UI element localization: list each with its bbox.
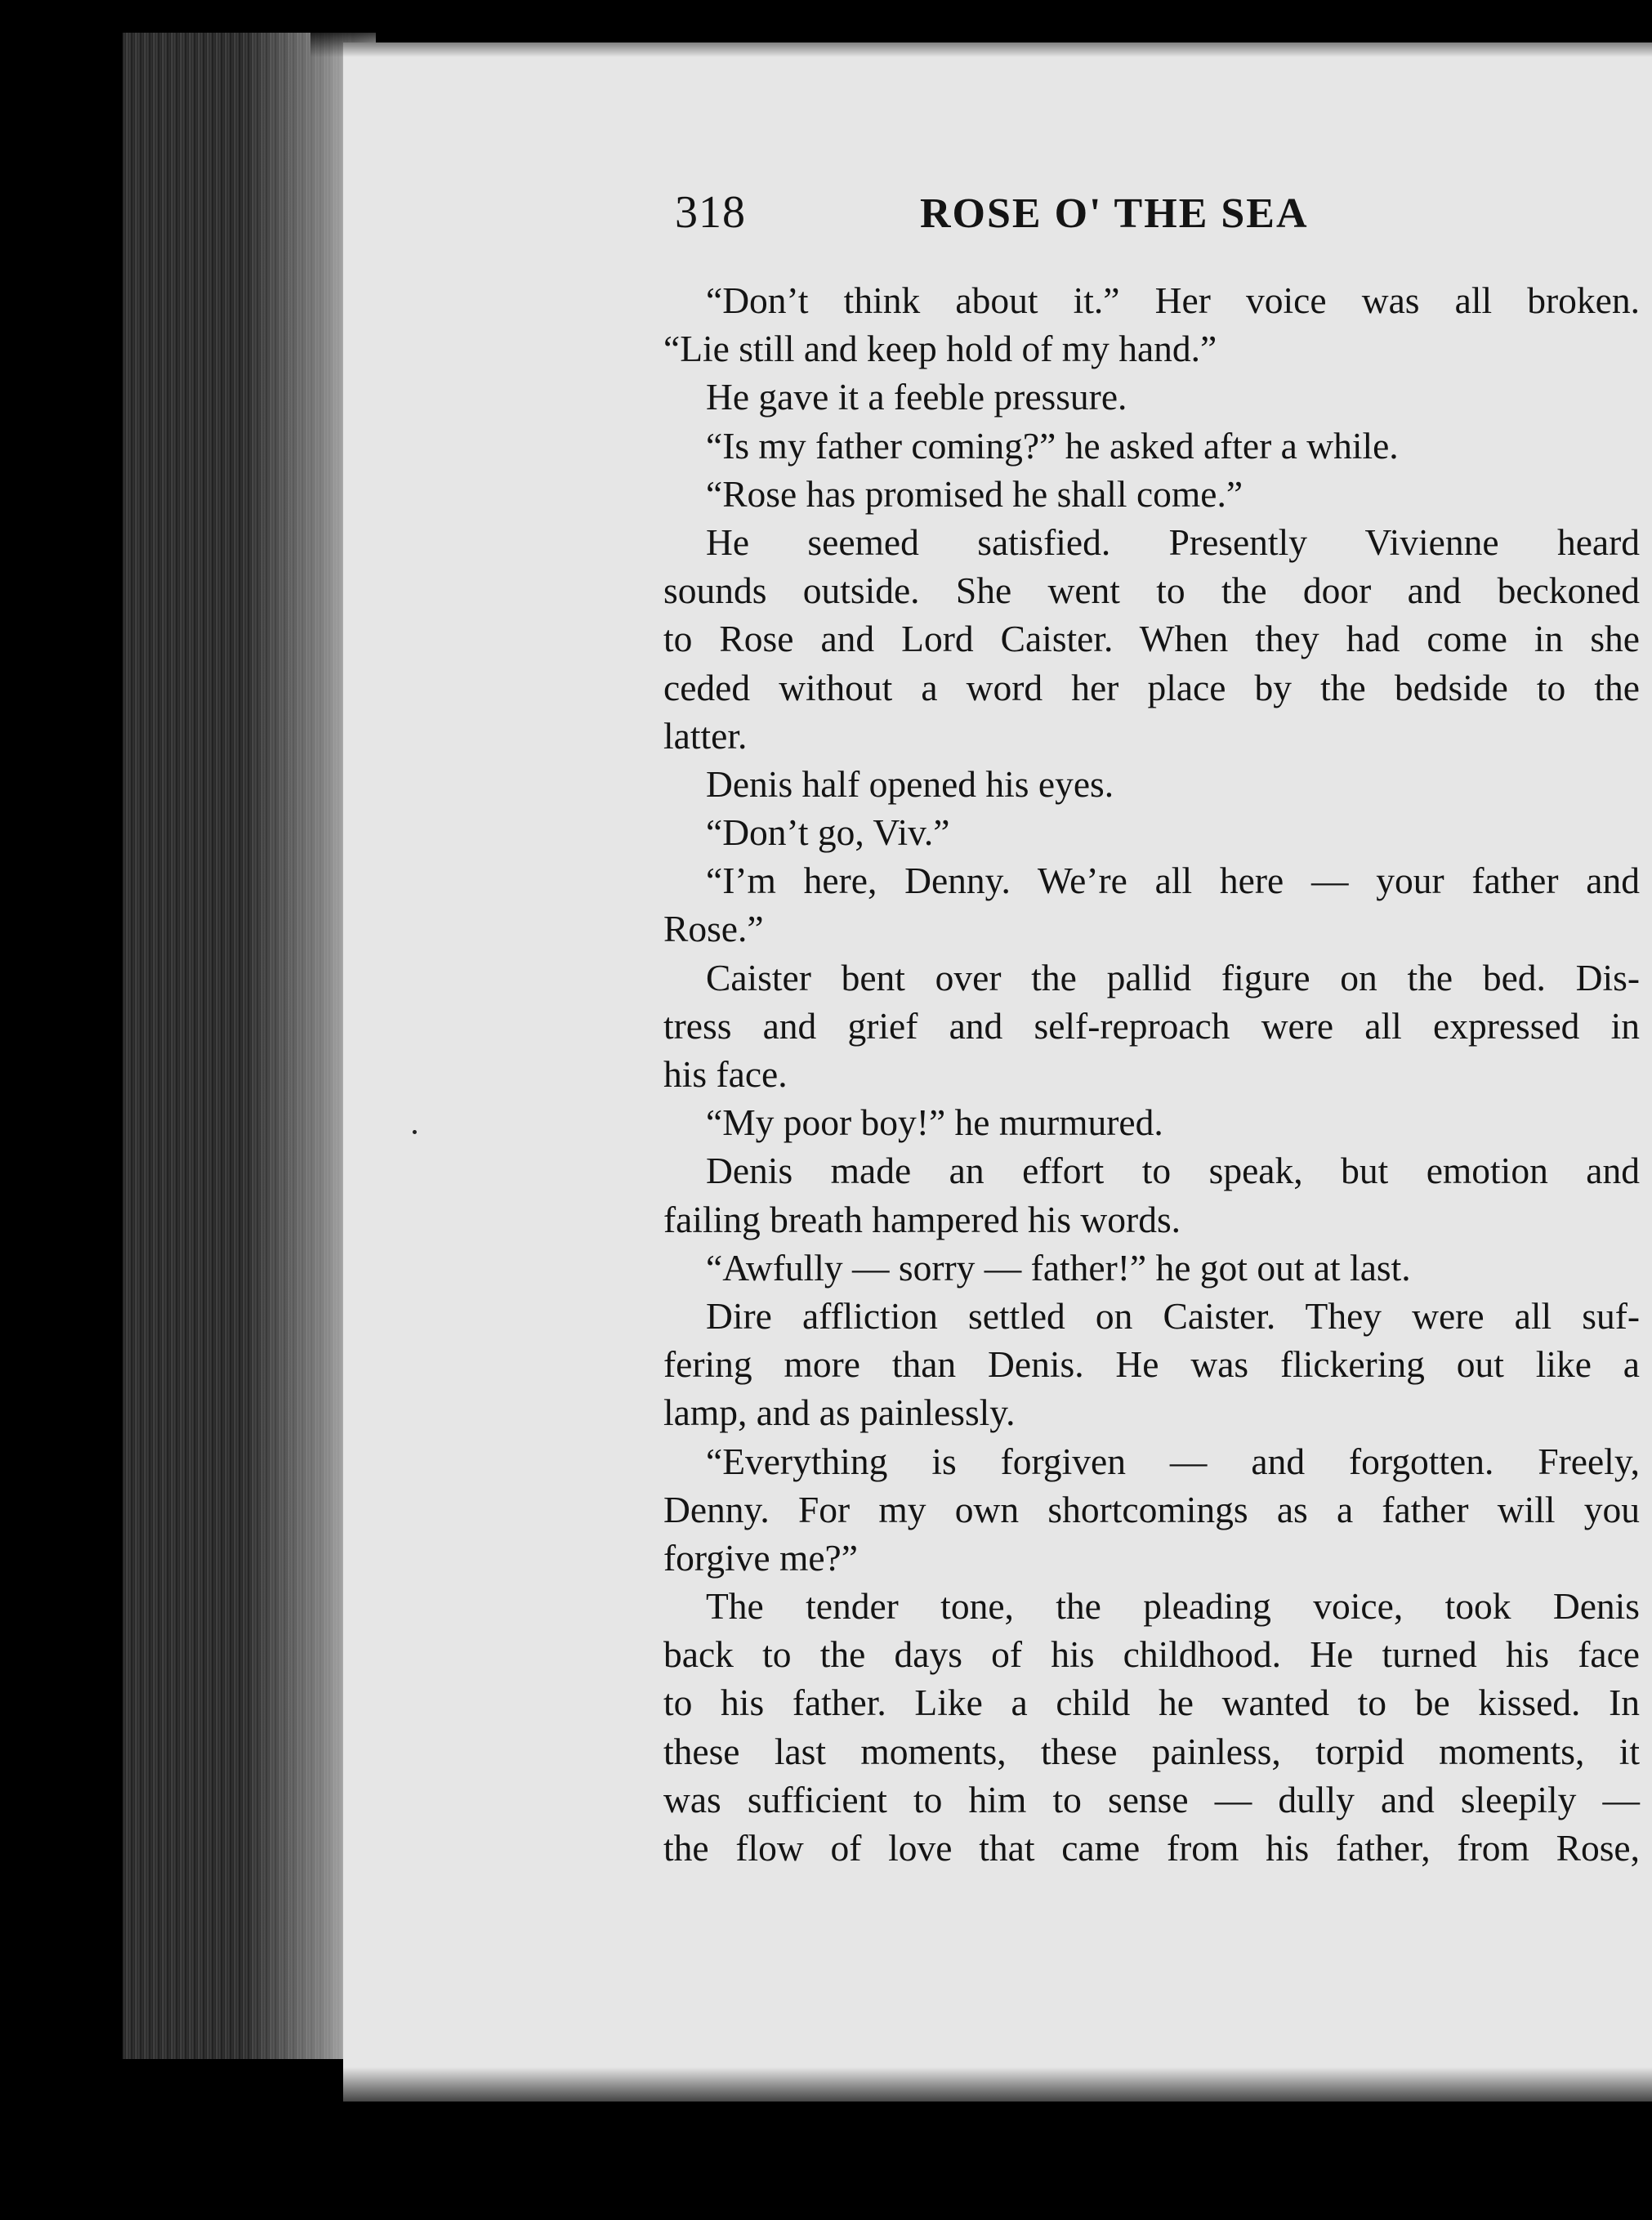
- text-line: “I’m here, Denny. We’re all here — your father and: [706, 860, 1640, 902]
- text-line: “Lie still and keep hold of my hand.”: [663, 328, 1217, 370]
- text-line: “Don’t think about it.” Her voice was all broken.: [706, 279, 1640, 321]
- text-line: failing breath hampered his words.: [663, 1198, 1181, 1240]
- page-bottom-shadow: [310, 2067, 1652, 2116]
- running-header: [675, 186, 1652, 243]
- text-line: “Awfully — sorry — father!” he got out at last.: [706, 1246, 1411, 1289]
- text-line: back to the days of his childhood. He turned his face: [663, 1633, 1640, 1676]
- text-line: “My poor boy!” he murmured.: [706, 1101, 1163, 1144]
- scan-speck: [413, 1130, 417, 1134]
- text-line: Denis made an effort to speak, but emotion and: [706, 1150, 1640, 1192]
- text-line: sounds outside. She went to the door and beckoned: [663, 570, 1640, 612]
- text-line: Dire affliction settled on Caister. They were all suf-: [706, 1294, 1640, 1337]
- text-line: fering more than Denis. He was flickering out like a: [663, 1343, 1640, 1386]
- page-number: 318: [675, 187, 746, 238]
- text-line: was sufficient to him to sense — dully and sleepily —: [663, 1778, 1640, 1820]
- text-line: these last moments, these painless, torpid moments, it: [663, 1730, 1640, 1772]
- body-text: [663, 276, 1640, 1872]
- text-line: lamp, and as painlessly.: [663, 1391, 1016, 1434]
- page-top-shadow: [310, 25, 1652, 57]
- text-line: He seemed satisfied. Presently Vivienne heard: [706, 520, 1640, 563]
- text-line: latter.: [663, 714, 748, 757]
- text-line: to his father. Like a child he wanted to be kissed. In: [663, 1682, 1640, 1724]
- running-title: ROSE O' THE SEA: [920, 190, 1309, 237]
- text-line: forgive me?”: [663, 1536, 858, 1579]
- text-line: Denny. For my own shortcomings as a father will you: [663, 1488, 1640, 1530]
- text-line: his face.: [663, 1053, 788, 1095]
- text-line: “Everything is forgiven — and forgotten. Freely,: [706, 1440, 1640, 1482]
- text-line: Denis half opened his eyes.: [706, 762, 1114, 805]
- text-line: The tender tone, the pleading voice, took Denis: [706, 1585, 1640, 1628]
- text-line: ceded without a word her place by the bedside to the: [663, 666, 1640, 708]
- text-line: Rose.”: [663, 908, 764, 950]
- text-line: tress and grief and self-reproach were all expressed in: [663, 1004, 1640, 1047]
- text-line: the flow of love that came from his father, from Rose,: [663, 1827, 1640, 1869]
- text-line: “Is my father coming?” he asked after a while.: [706, 424, 1399, 467]
- text-line: He gave it a feeble pressure.: [706, 376, 1127, 418]
- text-line: Caister bent over the pallid figure on the bed. Dis-: [706, 956, 1640, 998]
- text-line: “Rose has promised he shall come.”: [706, 472, 1243, 515]
- text-line: “Don’t go, Viv.”: [706, 811, 950, 854]
- text-line: to Rose and Lord Caister. When they had come in she: [663, 618, 1640, 660]
